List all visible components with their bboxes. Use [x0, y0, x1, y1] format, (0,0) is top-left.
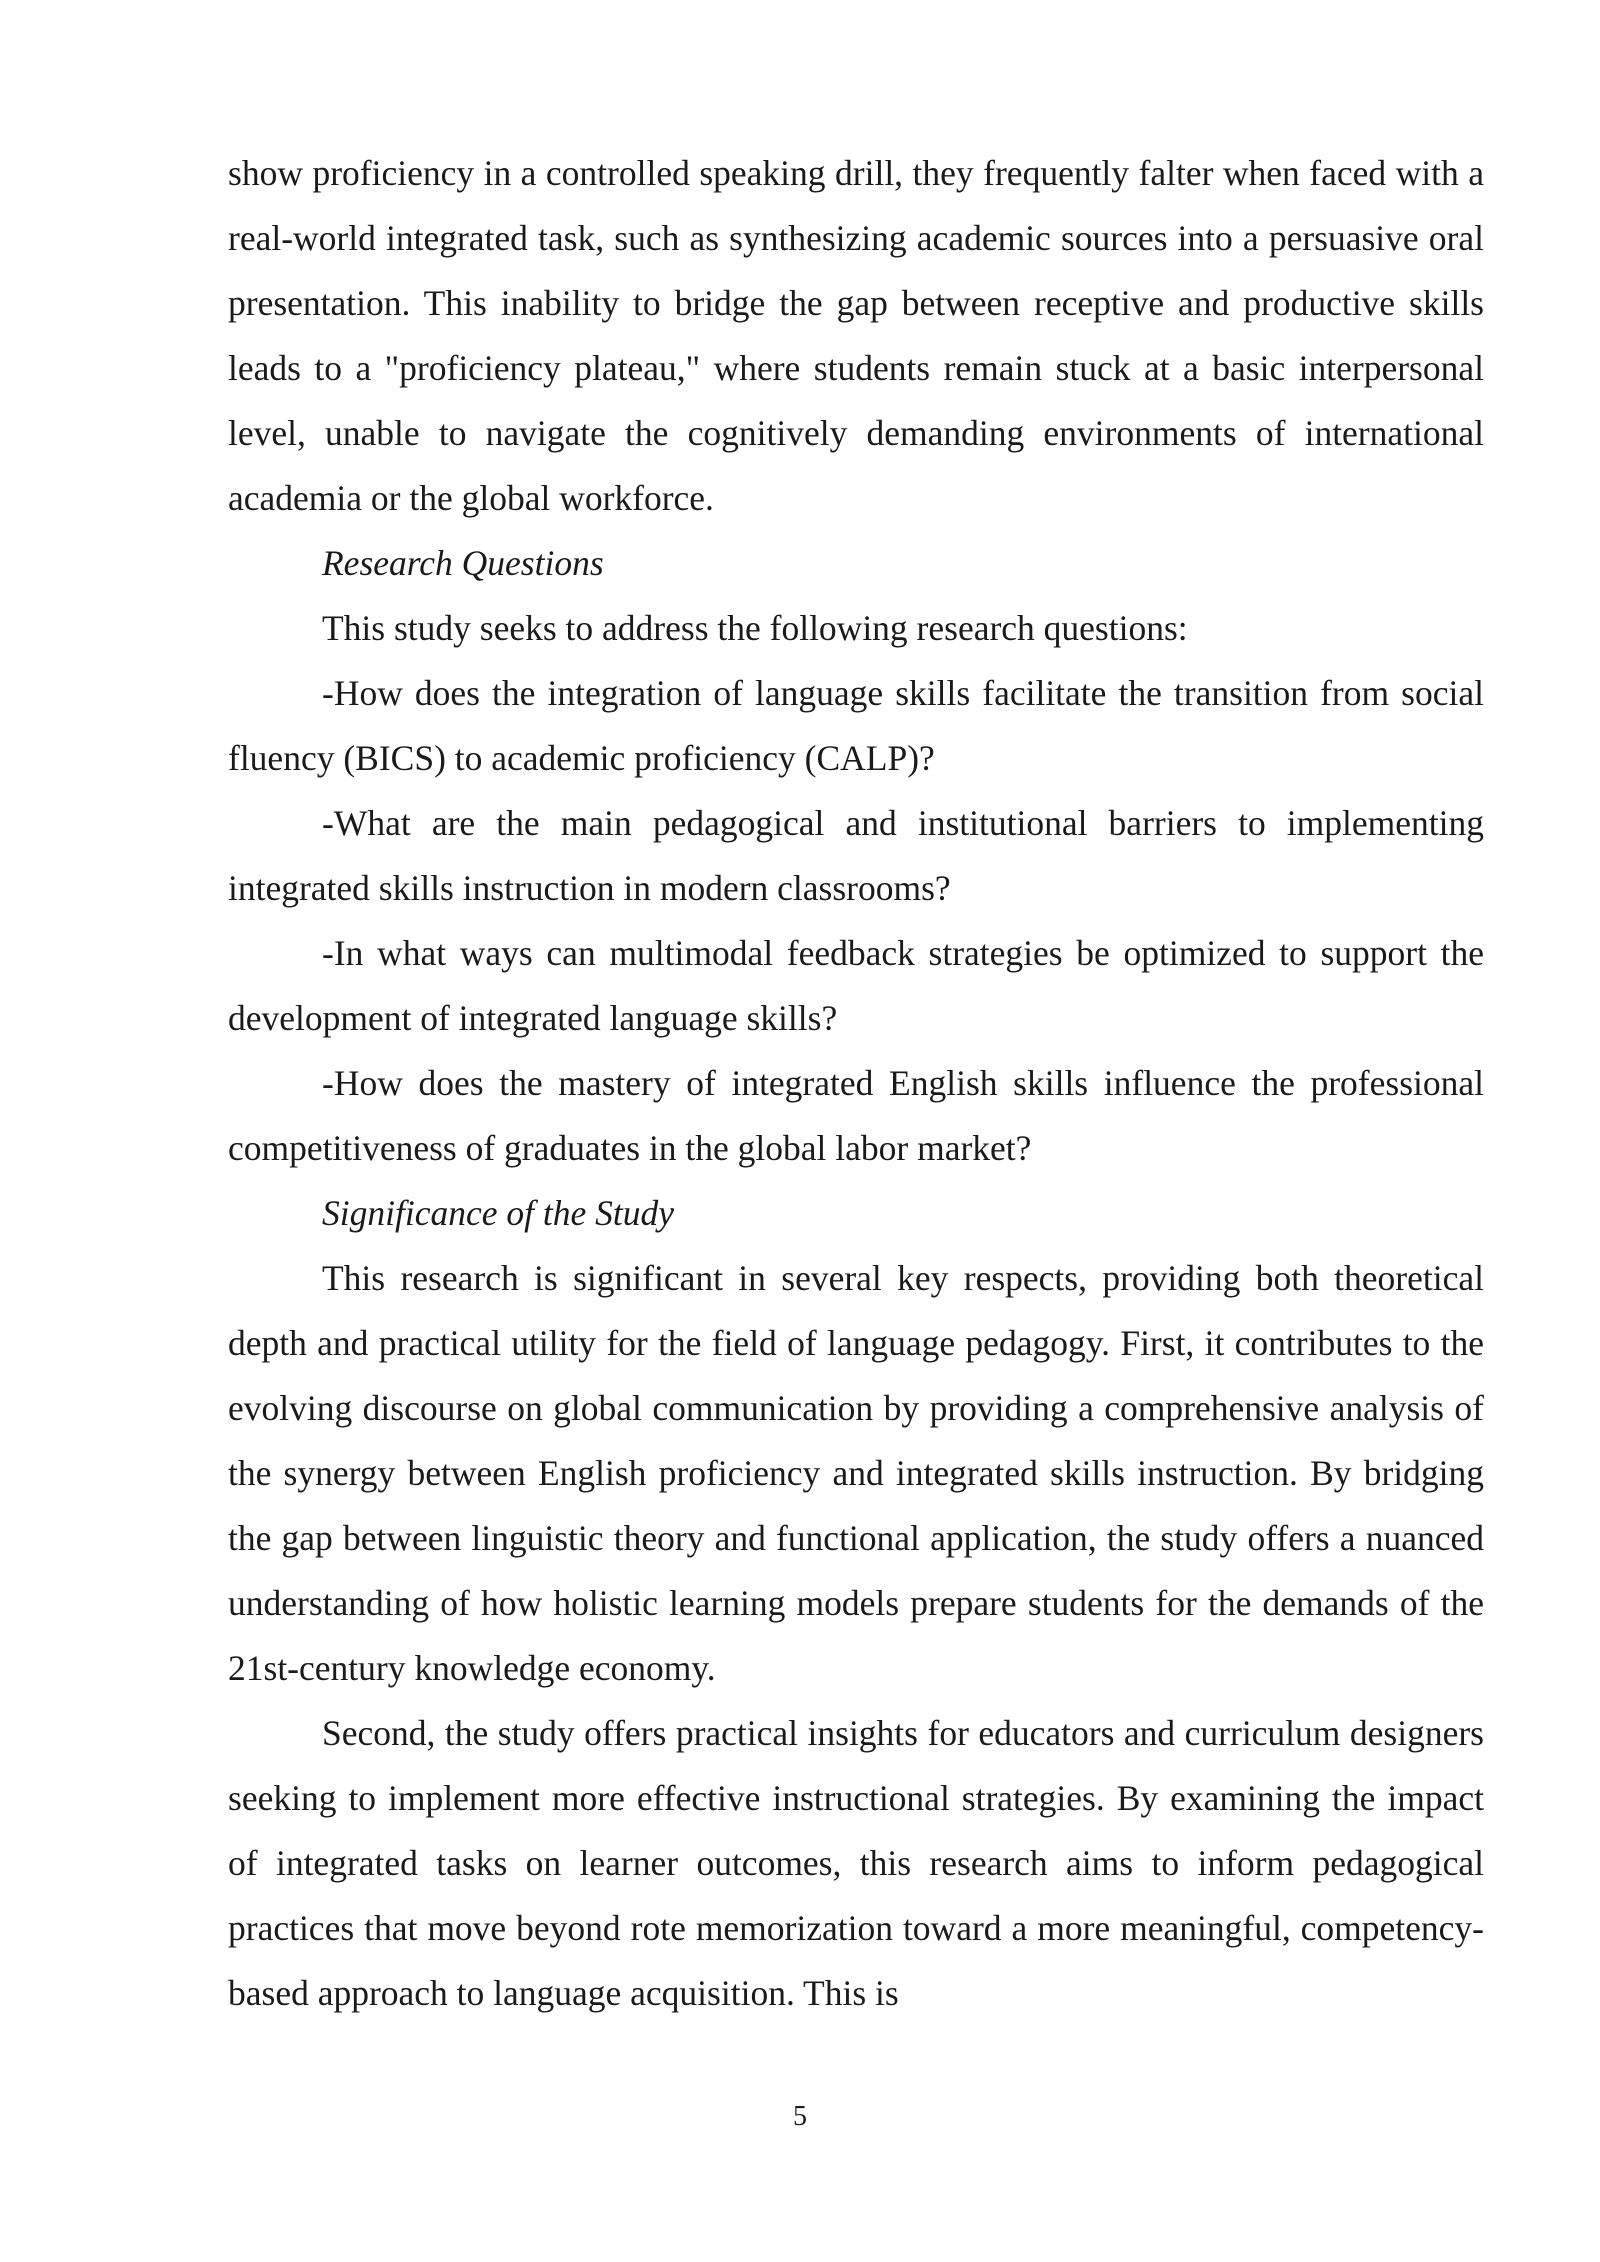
paragraph-significance-first: This research is significant in several key respects, providing both theoretical depth and practical utility for the field of language pedagogy. First, it contributes to the evolving discourse on global communication by providing a comprehensive analysis of the synergy between English proficiency and integrated skills instruction. By bridging the gap between linguistic theory and functional application, the study offers a nuanced understanding of how holistic learning models prepare students for the demands of the 21st-century knowledge economy.	[228, 1258, 1484, 1688]
heading-significance: Significance of the Study	[322, 1193, 674, 1233]
page-number: 5	[793, 2101, 807, 2132]
research-question-2: -What are the main pedagogical and institutional barriers to implementing integrated skills instruction in modern classrooms?	[228, 803, 1484, 908]
research-question-4: -How does the mastery of integrated English skills influence the professional competitiveness of graduates in the global labor market?	[228, 1063, 1484, 1168]
paragraph-significance-second: Second, the study offers practical insights for educators and curriculum designers seeking to implement more effective instructional strategies. By examining the impact of integrated tasks on learner outcomes, this research aims to inform pedagogical practices that move beyond rote memorization toward a more meaningful, competency-based approach to language acquisition. This is	[228, 1713, 1484, 2013]
research-question-3: -In what ways can multimodal feedback strategies be optimized to support the development of integrated language skills?	[228, 933, 1484, 1038]
research-question-1: -How does the integration of language skills facilitate the transition from social fluency (BICS) to academic proficiency (CALP)?	[228, 673, 1484, 778]
heading-research-questions: Research Questions	[322, 543, 604, 583]
paragraph-continuation: show proficiency in a controlled speaking drill, they frequently falter when faced with a real-world integrated task, such as synthesizing academic sources into a persuasive oral presentation. This inability to bridge the gap between receptive and productive skills leads to a "proficiency plateau," where students remain stuck at a basic interpersonal level, unable to navigate the cognitively demanding environments of international academia or the global workforce.	[228, 153, 1484, 518]
page-body	[228, 141, 1484, 2026]
paragraph-research-intro: This study seeks to address the following research questions:	[322, 608, 1188, 648]
